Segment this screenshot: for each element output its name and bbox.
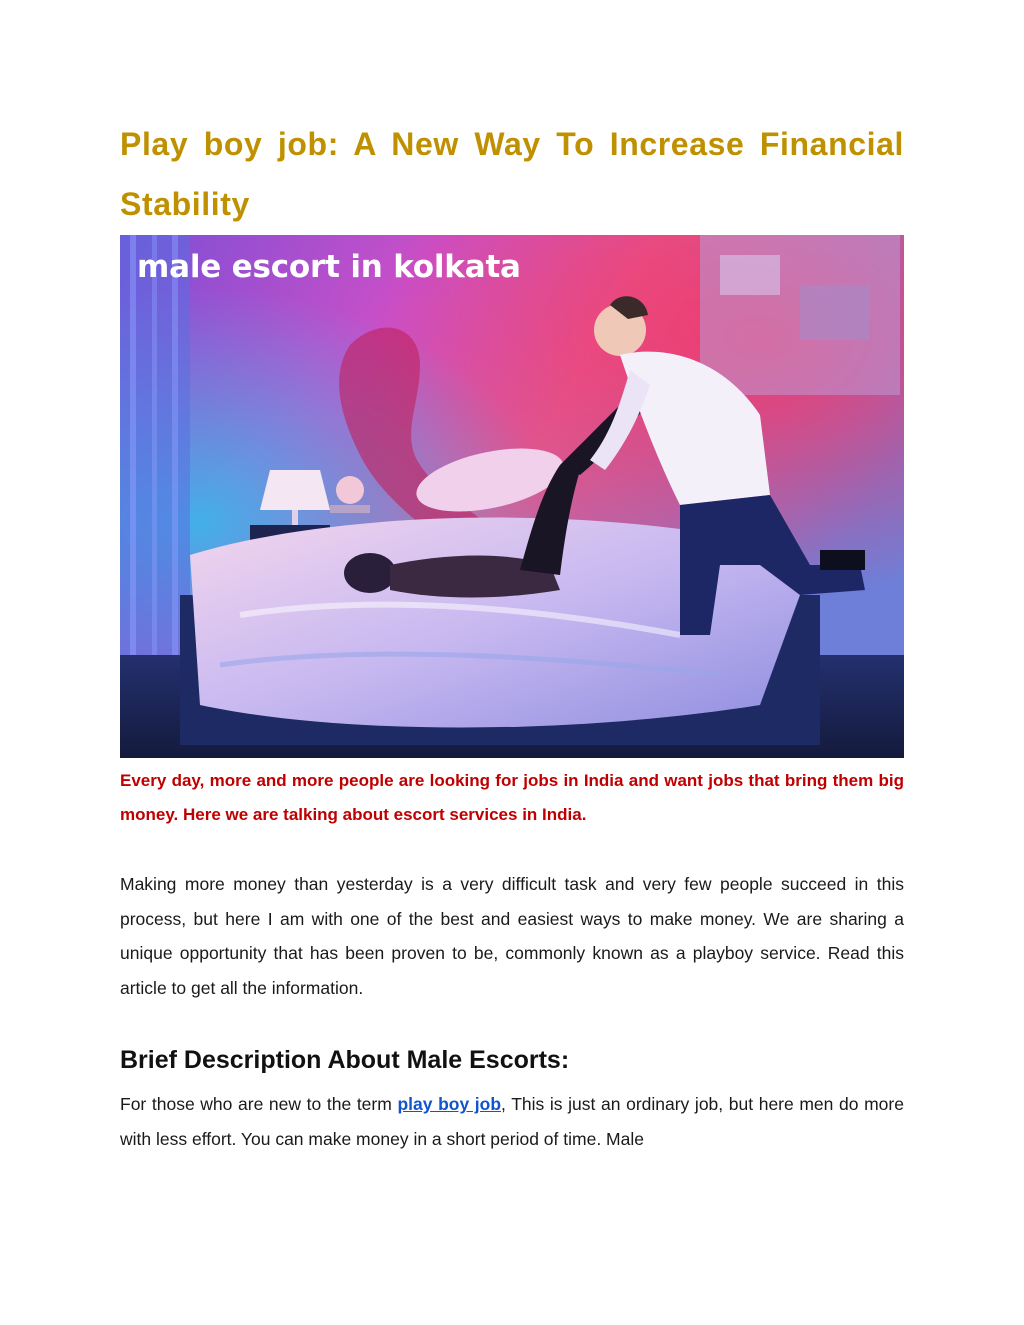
- description-text-after: , This is just an ordinary job, but here men do more with less effort. You can make money in a short period of time. Male: [120, 1094, 904, 1149]
- section-heading: Brief Description About Male Escorts:: [120, 1046, 570, 1074]
- description-paragraph: [120, 1087, 904, 1156]
- hero-illustration: [120, 235, 904, 758]
- hero-caption: male escort in kolkata: [137, 249, 521, 285]
- intro-paragraph: Making more money than yesterday is a very difficult task and very few people succeed in this process, but here I am with one of the best and easiest ways to make money. We are sharing a unique opportunity that has been proven to be, commonly known as a playboy service. Read this article to get all the information.: [120, 874, 904, 998]
- article-title: Play boy job: A New Way To Increase Financial Stability: [120, 126, 904, 222]
- hero-image: [120, 235, 904, 758]
- lead-paragraph: Every day, more and more people are looking for jobs in India and want jobs that bring them big money. Here we are talking about escort services in India.: [120, 771, 904, 824]
- play-boy-job-link[interactable]: play boy job: [397, 1094, 502, 1114]
- description-text-before: For those who are new to the term: [120, 1094, 398, 1114]
